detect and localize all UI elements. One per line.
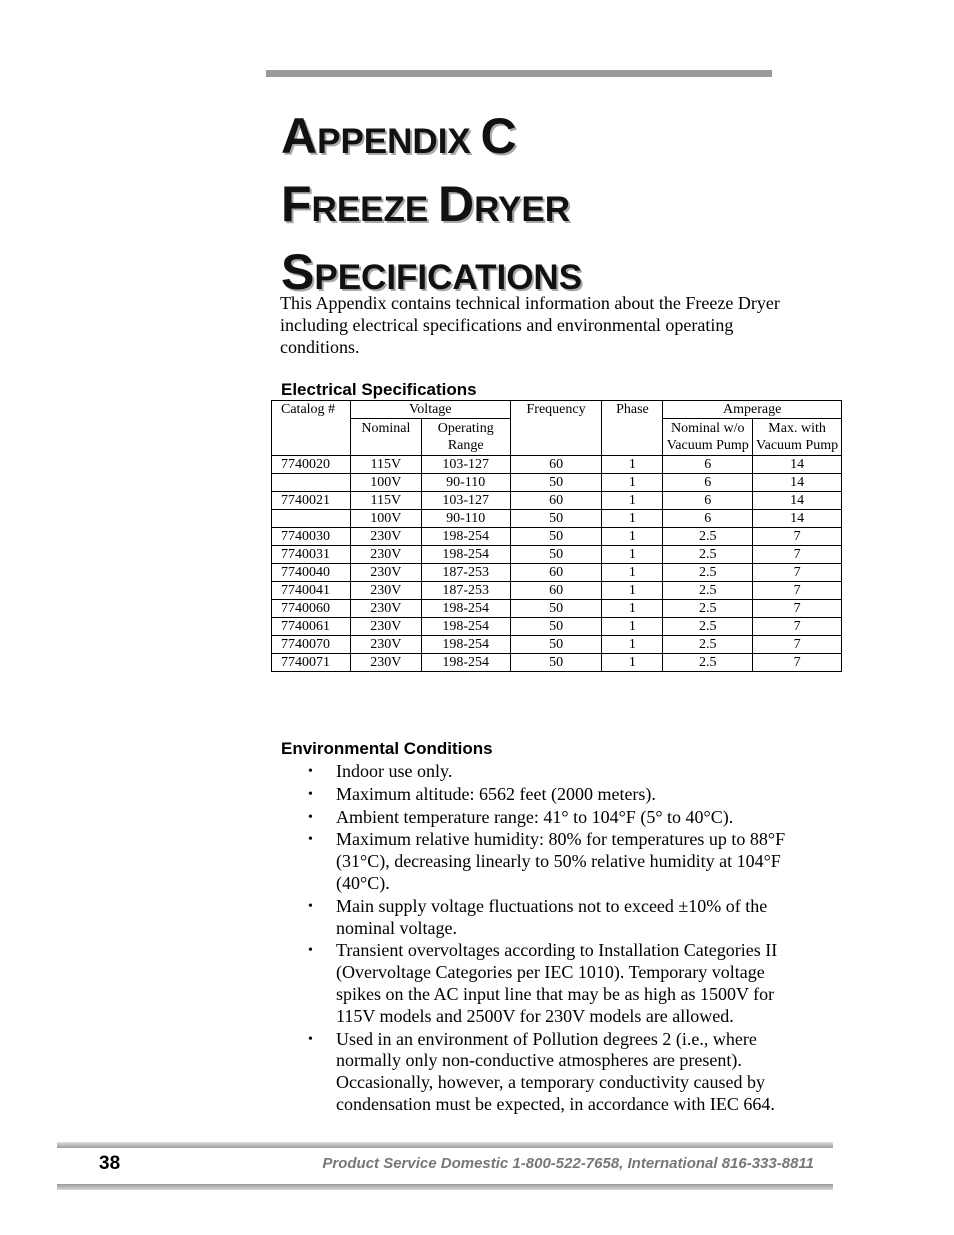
bullet-icon: • — [308, 764, 313, 779]
table-cell: 1 — [602, 510, 663, 528]
table-cell: 2.5 — [663, 600, 753, 618]
table-cell: 2.5 — [663, 528, 753, 546]
table-cell: 7740071 — [272, 654, 351, 672]
electrical-spec-table — [271, 400, 842, 672]
table-cell: 50 — [510, 510, 602, 528]
table-cell: 7740021 — [272, 492, 351, 510]
electrical-heading: Electrical Specifications — [281, 380, 477, 399]
table-cell: 90-110 — [421, 510, 510, 528]
table-cell: 115V — [350, 456, 421, 474]
list-item-text: Indoor use only. — [336, 761, 453, 781]
table-cell: 1 — [602, 600, 663, 618]
table-header-row — [272, 401, 842, 419]
subheader-nominal-wo-pump: Nominal w/o Vacuum Pump — [663, 419, 753, 456]
table-cell: 198-254 — [421, 618, 510, 636]
environmental-list — [290, 761, 810, 1117]
table-cell: 1 — [602, 654, 663, 672]
table-cell: 230V — [350, 636, 421, 654]
list-item-text: Used in an environment of Pollution degrees 2 (i.e., where normally only non-conductive atmospheres are present). Occasionally, however, a temporary conductivity caused by condensation must be expected, in accordance with IEC 664. — [336, 1028, 775, 1114]
table-cell: 60 — [510, 492, 602, 510]
title-line-1 — [281, 102, 582, 170]
table-cell: 60 — [510, 582, 602, 600]
table-cell: 7 — [753, 618, 842, 636]
col-header-catalog: Catalog # — [272, 401, 351, 419]
table-cell: 100V — [350, 474, 421, 492]
bullet-icon: • — [308, 898, 313, 914]
table-row — [272, 600, 842, 618]
table-cell: 198-254 — [421, 636, 510, 654]
table-cell: 230V — [350, 564, 421, 582]
bullet-icon: • — [308, 786, 313, 802]
title-initial: S — [281, 244, 315, 300]
table-cell: 230V — [350, 618, 421, 636]
table-row — [272, 654, 842, 672]
list-item-text: Maximum altitude: 6562 feet (2000 meters). — [336, 783, 656, 804]
table-cell: 7 — [753, 564, 842, 582]
page-number: 38 — [99, 1153, 121, 1174]
intro-paragraph: This Appendix contains technical information about the Freeze Dryer including electrical specifications and environmental operating conditions. — [280, 293, 780, 357]
table-cell: 230V — [350, 528, 421, 546]
table-cell: 2.5 — [663, 654, 753, 672]
table-cell: 50 — [510, 636, 602, 654]
title-text: PPENDIX — [317, 122, 481, 161]
table-cell: 7740041 — [272, 582, 351, 600]
list-item-text: Main supply voltage fluctuations not to exceed ±10% of the nominal voltage. — [336, 895, 768, 938]
table-cell: 50 — [510, 600, 602, 618]
table-cell: 115V — [350, 492, 421, 510]
subheader-empty — [272, 419, 351, 456]
title-initial: A — [281, 108, 318, 164]
table-cell: 14 — [753, 492, 842, 510]
table-cell: 2.5 — [663, 618, 753, 636]
footer-rule-top — [57, 1142, 833, 1148]
footer-contact-text: Product Service Domestic 1-800-522-7658, International 816-333-8811 — [322, 1155, 814, 1172]
table-cell: 103-127 — [421, 456, 510, 474]
table-cell: 7 — [753, 582, 842, 600]
table-row — [272, 492, 842, 510]
table-cell: 103-127 — [421, 492, 510, 510]
table-cell: 50 — [510, 654, 602, 672]
bullet-icon: • — [308, 943, 313, 959]
table-cell: 1 — [602, 564, 663, 582]
table-cell: 100V — [350, 510, 421, 528]
subheader-nominal: Nominal — [350, 419, 421, 456]
table-cell — [272, 510, 351, 528]
table-row — [272, 636, 842, 654]
table-cell: 2.5 — [663, 564, 753, 582]
list-item-text: Maximum relative humidity: 80% for temperatures up to 88°F (31°C), decreasing linearly to 50% relative humidity at 104°F (40°C). — [336, 829, 786, 893]
subheader-operating-range: Operating Range — [421, 419, 510, 456]
table-cell: 1 — [602, 528, 663, 546]
table-cell: 7740031 — [272, 546, 351, 564]
list-item-text: Ambient temperature range: 41° to 104°F (5° to 40°C). — [336, 806, 734, 827]
bullet-icon: • — [308, 809, 313, 825]
table-cell: 2.5 — [663, 636, 753, 654]
table-cell: 7740040 — [272, 564, 351, 582]
title-initial: D — [437, 176, 475, 232]
table-cell: 7 — [753, 546, 842, 564]
table-row — [272, 546, 842, 564]
bullet-icon: • — [308, 832, 313, 848]
table-cell: 1 — [602, 546, 663, 564]
table-cell: 6 — [663, 456, 753, 474]
table-cell: 1 — [602, 636, 663, 654]
table-cell: 60 — [510, 564, 602, 582]
table-cell: 1 — [602, 474, 663, 492]
table-cell: 198-254 — [421, 528, 510, 546]
table-cell — [272, 474, 351, 492]
table-cell: 230V — [350, 582, 421, 600]
col-header-amperage: Amperage — [663, 401, 842, 419]
table-cell: 6 — [663, 474, 753, 492]
table-cell: 198-254 — [421, 654, 510, 672]
table-cell: 1 — [602, 618, 663, 636]
environmental-heading: Environmental Conditions — [281, 739, 493, 758]
list-item — [290, 896, 810, 940]
title-initial: C — [480, 108, 517, 164]
table-cell: 6 — [663, 510, 753, 528]
table-row — [272, 564, 842, 582]
table-subheader-row — [272, 419, 842, 456]
table-cell: 50 — [510, 546, 602, 564]
table-cell: 230V — [350, 654, 421, 672]
title-line-2 — [281, 170, 582, 238]
table-cell: 7740020 — [272, 456, 351, 474]
table-cell: 50 — [510, 474, 602, 492]
table-cell: 187-253 — [421, 564, 510, 582]
footer-rule-bottom — [57, 1184, 833, 1190]
list-item — [290, 807, 810, 829]
table-cell: 230V — [350, 546, 421, 564]
list-item — [290, 1029, 810, 1116]
table-cell: 1 — [602, 492, 663, 510]
subheader-max-with-pump: Max. with Vacuum Pump — [753, 419, 842, 456]
subheader-empty — [510, 419, 602, 456]
table-cell: 2.5 — [663, 582, 753, 600]
table-cell: 7 — [753, 528, 842, 546]
table-cell: 230V — [350, 600, 421, 618]
table-cell: 14 — [753, 474, 842, 492]
table-cell: 2.5 — [663, 546, 753, 564]
table-cell: 198-254 — [421, 546, 510, 564]
list-item — [290, 784, 810, 806]
table-row — [272, 510, 842, 528]
list-item — [290, 829, 810, 894]
col-header-voltage: Voltage — [350, 401, 510, 419]
title-initial: F — [281, 176, 312, 232]
table-cell: 50 — [510, 618, 602, 636]
table-cell: 7740061 — [272, 618, 351, 636]
table-cell: 7740070 — [272, 636, 351, 654]
subheader-empty — [602, 419, 663, 456]
table-cell: 7 — [753, 654, 842, 672]
title-text: RYER — [474, 190, 571, 229]
table-row — [272, 618, 842, 636]
title-text: PECIFICATIONS — [314, 258, 583, 297]
table-cell: 6 — [663, 492, 753, 510]
col-header-phase: Phase — [602, 401, 663, 419]
table-cell: 50 — [510, 528, 602, 546]
header-rule — [266, 70, 772, 77]
table-row — [272, 528, 842, 546]
table-row — [272, 582, 842, 600]
table-row — [272, 456, 842, 474]
page-title — [281, 102, 582, 306]
table-cell: 7 — [753, 636, 842, 654]
col-header-frequency: Frequency — [510, 401, 602, 419]
title-text: REEZE — [311, 190, 438, 229]
table-cell: 198-254 — [421, 600, 510, 618]
table-cell: 7740030 — [272, 528, 351, 546]
list-item — [290, 761, 810, 783]
table-cell: 7 — [753, 600, 842, 618]
table-cell: 1 — [602, 456, 663, 474]
table-cell: 90-110 — [421, 474, 510, 492]
bullet-icon: • — [308, 1031, 313, 1047]
table-cell: 14 — [753, 456, 842, 474]
table-cell: 7740060 — [272, 600, 351, 618]
table-cell: 1 — [602, 582, 663, 600]
table-cell: 14 — [753, 510, 842, 528]
table-row — [272, 474, 842, 492]
table-cell: 187-253 — [421, 582, 510, 600]
list-item — [290, 940, 810, 1027]
table-cell: 60 — [510, 456, 602, 474]
list-item-text: Transient overvoltages according to Installation Categories II (Overvoltage Categories per IEC 1010). Temporary voltage spikes on the AC input line that may be as high as 1500V for 115V models and 2500V for 230V models are allowed. — [336, 940, 778, 1026]
